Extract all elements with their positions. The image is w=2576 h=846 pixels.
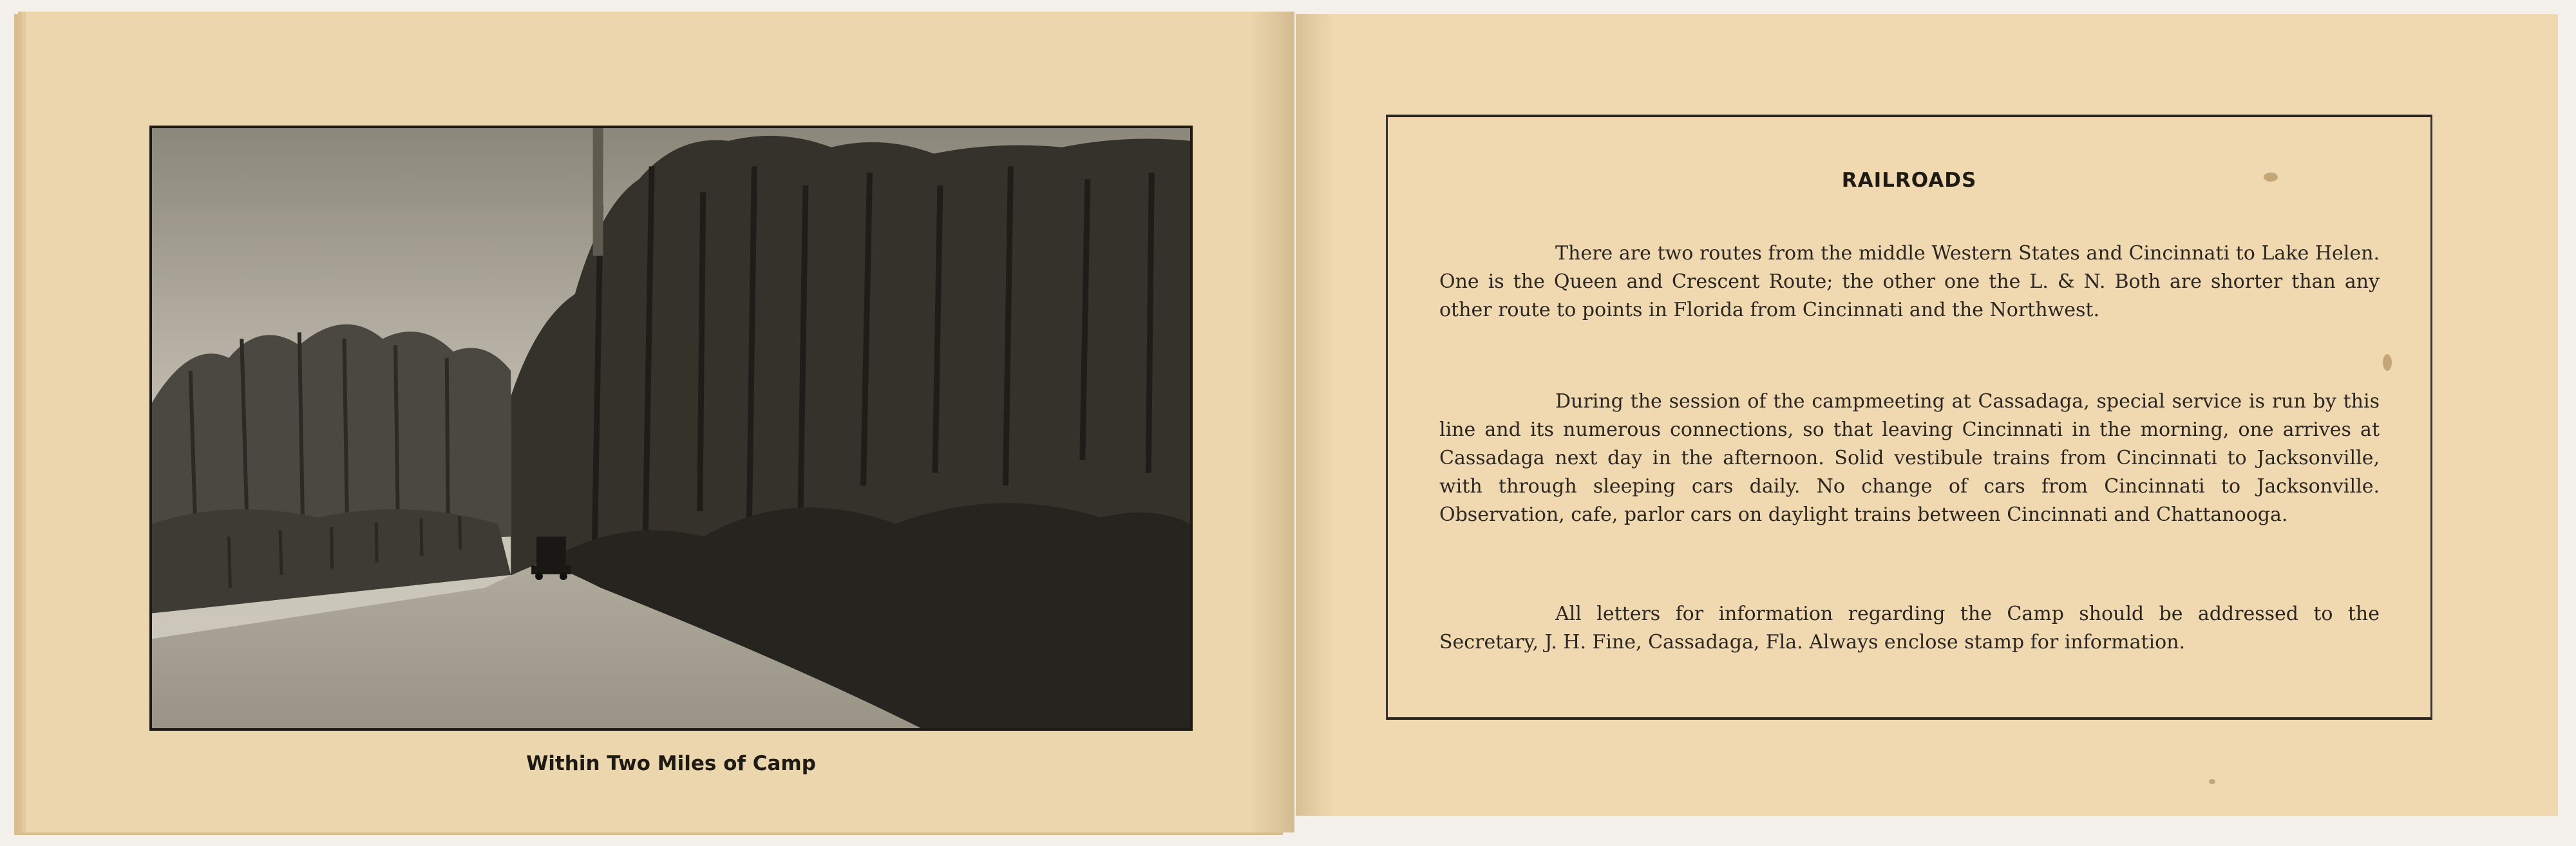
photograph-icon: [152, 128, 1190, 728]
forest-road-photo: [149, 126, 1193, 731]
car-icon: [531, 537, 571, 580]
foxing-spot: [2209, 779, 2215, 784]
paragraph-special-service: During the session of the campmeeting at Cassadaga, special service is run by this line and its numerous connections, so that leaving Cincinnati in the morning, one arrives at Cassadaga next day in the afternoon. Solid vestibule trains from Cincinnati to Jacksonville, with through sleeping cars daily. No change of cars from Cincinnati to Jacksonville. Observation, cafe, parlor cars on daylight trains between Cincinnati and Chattanooga.: [1439, 390, 2380, 526]
paragraph-routes: There are two routes from the middle Western States and Cincinnati to Lake Helen. One is the Queen and Crescent Route; the other one the L. & N. Both are shorter than any other route to points in Florida from Cincinnati and the Northwest.: [1439, 242, 2380, 321]
foxing-spot: [2383, 354, 2392, 371]
railroads-text-box: [1386, 115, 2432, 720]
photo-caption: Within Two Miles of Camp: [526, 752, 816, 775]
paragraph-letters: All letters for information regarding the Camp should be addressed to the Secretary, J. H. Fine, Cassadaga, Fla. Always enclose stamp for information.: [1439, 603, 2380, 653]
foxing-spot: [2264, 173, 2278, 182]
section-heading: RAILROADS: [1841, 169, 1977, 192]
